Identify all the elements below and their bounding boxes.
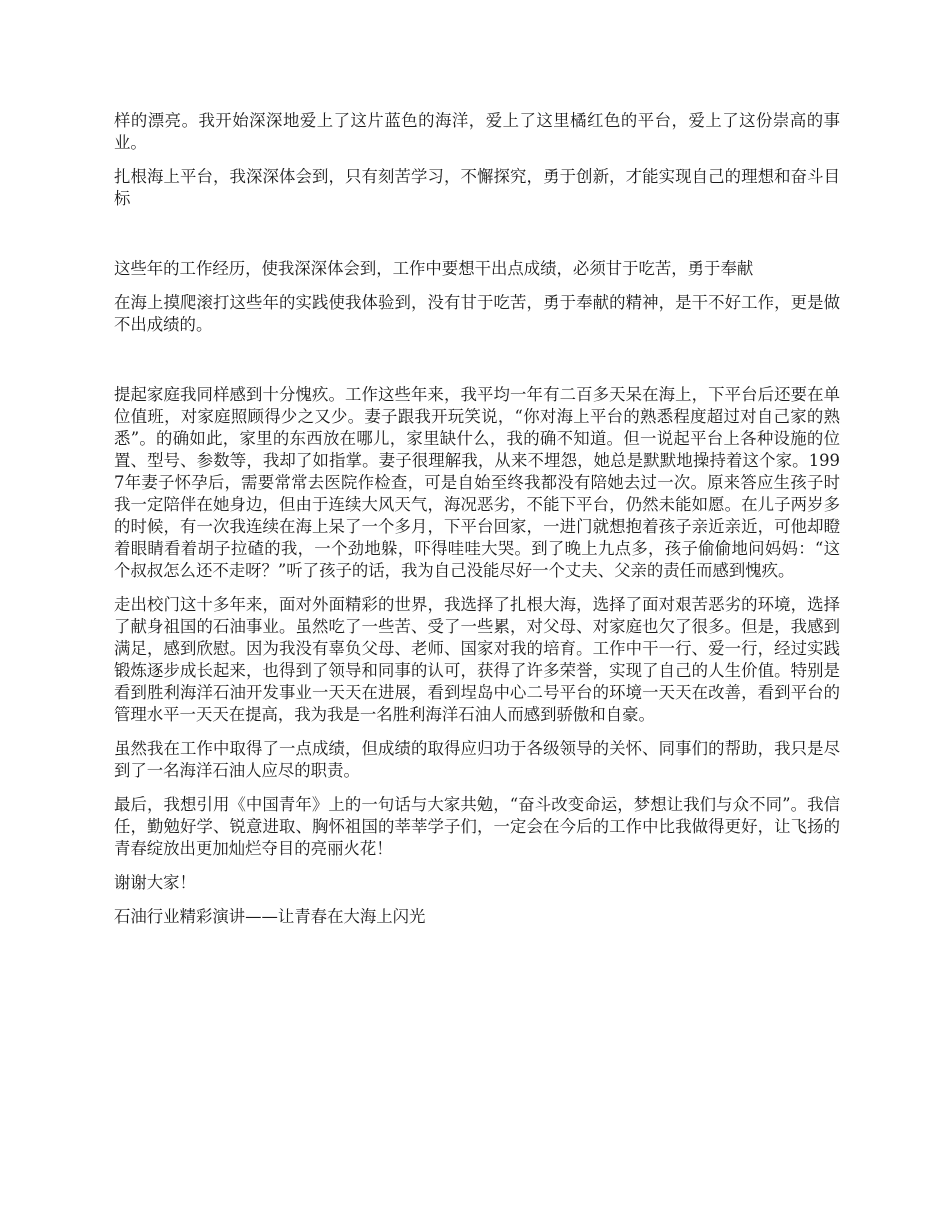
paragraph-closing-quote: 最后，我想引用《中国青年》上的一句话与大家共勉，“奋斗改变命运，梦想让我们与众不同”。我信任，勤勉好学、锐意进取、胸怀祖国的莘莘学子们，一定会在今后的工作中比我做得更好，让飞扬的青春绽放出更加灿烂夺目的亮丽火花！ — [114, 795, 840, 858]
paragraph-gratitude: 虽然我在工作中取得了一点成绩，但成绩的取得应归功于各级领导的关怀、同事们的帮助，我只是尽到了一名海洋石油人应尽的职责。 — [114, 739, 840, 780]
paragraph-work-experience: 这些年的工作经历，使我深深体会到，工作中要想干出点成绩，必须甘于吃苦，勇于奉献 — [114, 259, 754, 278]
paragraph-career-choice: 走出校门这十多年来，面对外面精彩的世界，我选择了扎根大海，选择了面对艰苦恶劣的环境，选择了献身祖国的石油事业。虽然吃了一些苦、受了一些累，对父母、对家庭也欠了很多。但是，我感到满足，感到欣慰。因为我没有辜负父母、老师、国家对我的培育。工作中干一行、爱一行，经过实践锻炼逐步成长起来，也得到了领导和同事的认可，获得了许多荣誉，实现了自己的人生价值。特别是看到胜利海洋石油开发事业一天天在进展，看到埕岛中心二号平台的环境一天天在改善，看到平台的管理水平一天天在提高，我为我是一名胜利海洋石油人而感到骄傲和自豪。 — [114, 595, 840, 724]
paragraph-speech-title: 石油行业精彩演讲——让青春在大海上闪光 — [114, 907, 426, 926]
paragraph-sea-practice: 在海上摸爬滚打这些年的实践使我体验到，没有甘于吃苦，勇于奉献的精神，是干不好工作，更是做不出成绩的。 — [114, 293, 840, 334]
paragraph-family-guilt: 提起家庭我同样感到十分愧疚。工作这些年来，我平均一年有二百多天呆在海上，下平台后还要在单位值班，对家庭照顾得少之又少。妻子跟我开玩笑说，“你对海上平台的熟悉程度超过对自己家的熟悉”。的确如此，家里的东西放在哪儿，家里缺什么，我的确不知道。但一说起平台上各种设施的位置、型号、参数等，我却了如指掌。妻子很理解我，从来不埋怨，她总是默默地操持着这个家。1997年妻子怀孕后，需要常常去医院作检查，可是自始至终我都没有陪她去过一次。原来答应生孩子时我一定陪伴在她身边，但由于连续大风天气，海况恶劣，不能下平台，仍然未能如愿。在儿子两岁多的时候，有一次我连续在海上呆了一个多月，下平台回家，一进门就想抱着孩子亲近亲近，可他却瞪着眼睛看着胡子拉碴的我，一个劲地躲，吓得哇哇大哭。到了晚上九点多，孩子偷偷地问妈妈：“这个叔叔怎么还不走呀？”听了孩子的话，我为自己没能尽好一个丈夫、父亲的责任而感到愧疚。 — [114, 385, 840, 580]
document-page — [114, 110, 840, 928]
paragraph-platform-goals: 扎根海上平台，我深深体会到，只有刻苦学习，不懈探究，勇于创新，才能实现自己的理想和奋斗目标 — [114, 167, 840, 208]
paragraph-ocean-love: 样的漂亮。我开始深深地爱上了这片蓝色的海洋，爱上了这里橘红色的平台，爱上了这份崇高的事业。 — [114, 111, 840, 152]
paragraph-thanks: 谢谢大家！ — [114, 873, 196, 892]
